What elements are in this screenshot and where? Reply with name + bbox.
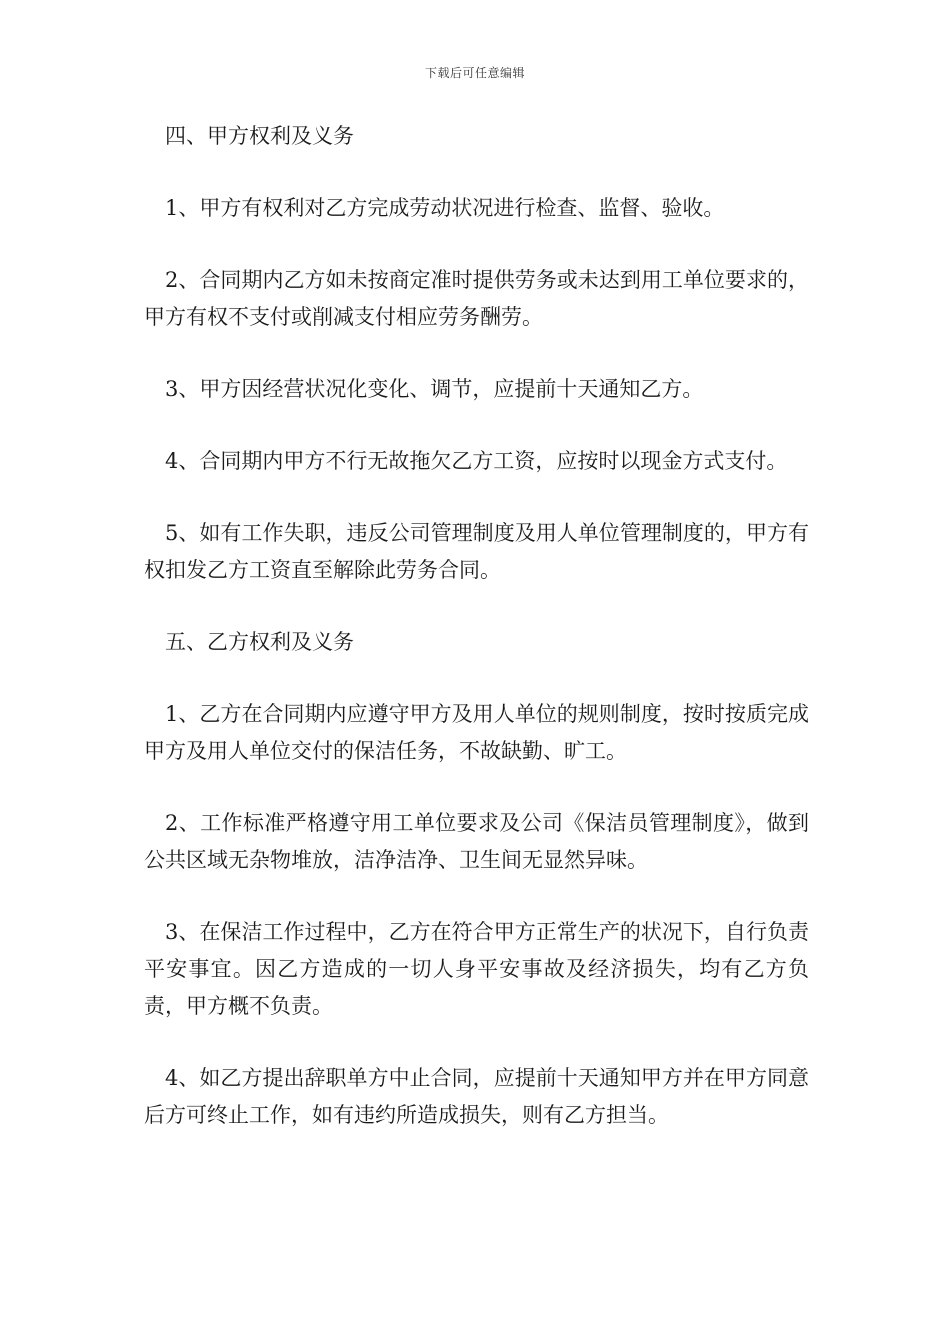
clause-paragraph: 3、甲方因经营状况化变化、调节，应提前十天通知乙方。 [165, 377, 704, 401]
page-header-watermark: 下载后可任意编辑 [424, 66, 525, 80]
clause-paragraph: 2、工作标准严格遵守用工单位要求及公司《保洁员管理制度》，做到公共区域无杂物堆放，洁净洁净、卫生间无显然异味。 [144, 811, 809, 872]
clause-paragraph: 3、在保洁工作过程中，乙方在符合甲方正常生产的状况下，自行负责平安事宜。因乙方造成的一切人身平安事故及经济损失，均有乙方负责，甲方概不负责。 [144, 920, 809, 1018]
clause-paragraph: 4、如乙方提出辞职单方中止合同，应提前十天通知甲方并在甲方同意后方可终止工作，如有违约所造成损失，则有乙方担当。 [144, 1066, 809, 1127]
clause-paragraph: 1、乙方在合同期内应遵守甲方及用人单位的规则制度，按时按质完成甲方及用人单位交付的保洁任务，不故缺勤、旷工。 [144, 702, 809, 763]
clause-paragraph: 4、合同期内甲方不行无故拖欠乙方工资，应按时以现金方式支付。 [165, 449, 788, 473]
clause-paragraph: 5、如有工作失职，违反公司管理制度及用人单位管理制度的，甲方有权扣发乙方工资直至解除此劳务合同。 [144, 521, 809, 582]
clause-paragraph: 1、甲方有权利对乙方完成劳动状况进行检查、监督、验收。 [165, 196, 725, 220]
section-heading: 五、乙方权利及义务 [165, 630, 354, 654]
document-body [144, 118, 809, 1169]
clause-paragraph: 2、合同期内乙方如未按商定准时提供劳务或未达到用工单位要求的，甲方有权不支付或削减支付相应劳务酬劳。 [144, 268, 809, 329]
section-heading: 四、甲方权利及义务 [165, 124, 354, 148]
